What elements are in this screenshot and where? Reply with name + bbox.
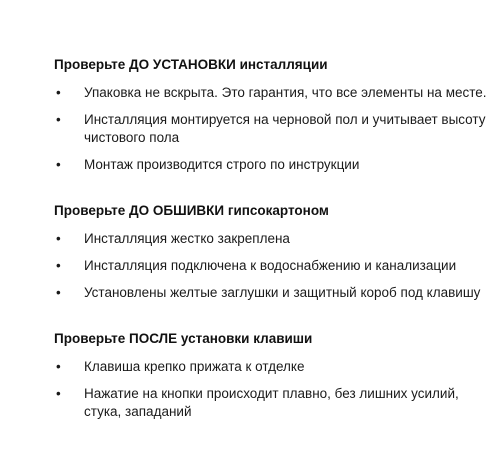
section-title: Проверьте ДО ОБШИВКИ гипсокартоном [54, 203, 329, 218]
bullet-icon: • [56, 359, 61, 374]
list-item-text: Монтаж производится строго по инструкции [84, 157, 360, 172]
bullet-icon: • [56, 112, 61, 127]
list-item [54, 257, 494, 275]
bullet-icon: • [56, 386, 61, 401]
list-item-text: Клавиша крепко прижата к отделке [84, 359, 305, 374]
section-before-installation [54, 56, 494, 183]
list-item [54, 230, 494, 248]
checklist [54, 230, 494, 302]
section-before-cladding [54, 202, 494, 311]
bullet-icon: • [56, 285, 61, 300]
section-title: Проверьте ПОСЛЕ установки клавиши [54, 331, 313, 346]
list-item [54, 111, 494, 147]
section-title: Проверьте ДО УСТАНОВКИ инсталляции [54, 57, 328, 72]
checklist [54, 84, 494, 174]
list-item [54, 385, 494, 421]
section-after-button-installation [54, 330, 494, 430]
checklist [54, 358, 494, 421]
list-item-text: Инсталляция монтируется на черновой пол и учитывает высоту чистового пола [84, 112, 486, 145]
list-item-text: Установлены желтые заглушки и защитный короб под клавишу [84, 285, 481, 300]
bullet-icon: • [56, 85, 61, 100]
bullet-icon: • [56, 157, 61, 172]
list-item [54, 284, 494, 302]
list-item [54, 156, 494, 174]
list-item-text: Инсталляция жестко закреплена [84, 231, 290, 246]
list-item-text: Упаковка не вскрыта. Это гарантия, что все элементы на месте. [84, 85, 487, 100]
bullet-icon: • [56, 231, 61, 246]
bullet-icon: • [56, 258, 61, 273]
list-item-text: Инсталляция подключена к водоснабжению и канализации [84, 258, 457, 273]
list-item [54, 358, 494, 376]
list-item-text: Нажатие на кнопки происходит плавно, без лишних усилий, стука, западаний [84, 386, 459, 419]
list-item [54, 84, 494, 102]
